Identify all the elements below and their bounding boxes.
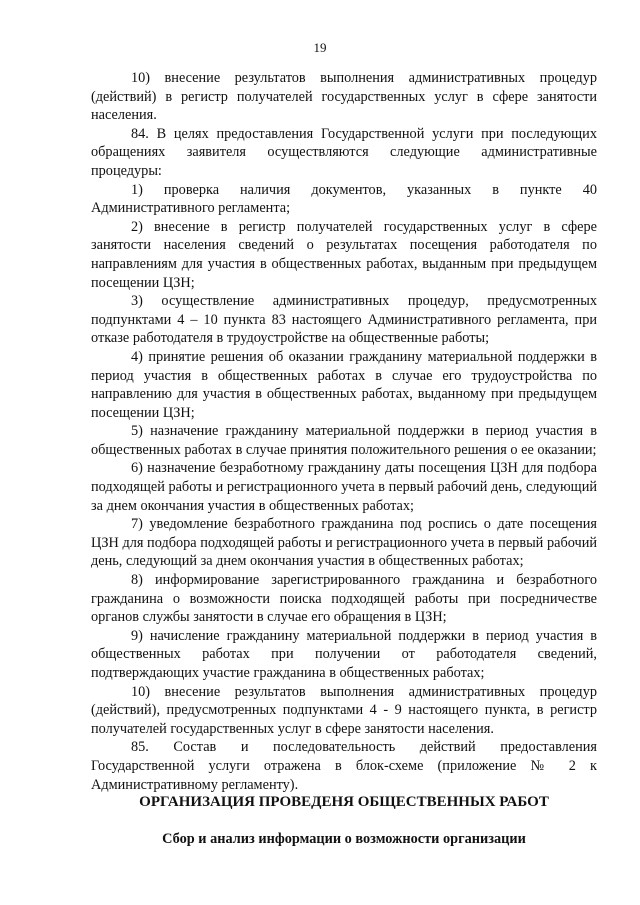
paragraph: 10) внесение результатов выполнения административных процедур (действий) в регистр получателей государственных услуг в сфере занятости населения. bbox=[91, 70, 597, 124]
page-number: 19 bbox=[313, 40, 327, 55]
paragraph: 1) проверка наличия документов, указанных в пункте 40 Административного регламента; bbox=[91, 181, 597, 217]
paragraph: 2) внесение в регистр получателей государственных услуг в сфере занятости населения сведений о результатах посещения работодателя по направлениям для участия в общественных работах, выданным при предыдущем посещении ЦЗН; bbox=[91, 218, 597, 291]
section-heading: ОРГАНИЗАЦИЯ ПРОВЕДЕНЯ ОБЩЕСТВЕННЫХ РАБОТ bbox=[139, 794, 549, 810]
body-text bbox=[91, 69, 597, 794]
paragraph: 7) уведомление безработного гражданина под роспись о дате посещения ЦЗН для подбора подходящей работы и регистрационного учета в первый рабочий день, следующий за днем окончания участия в общественных работах; bbox=[91, 516, 597, 570]
paragraph: 10) внесение результатов выполнения административных процедур (действий), предусмотренных подпунктами 4 - 9 настоящего пункта, в регистр получателей государственных услуг в сфере занятости населения. bbox=[91, 683, 597, 737]
paragraph: 5) назначение гражданину материальной поддержки в период участия в общественных работах в случае принятия положительного решения о ее оказании; bbox=[91, 423, 597, 458]
paragraph: 8) информирование зарегистрированного гражданина и безработного гражданина о возможности поиска подходящей работы при посредничестве органов службы занятости в случае его обращения в ЦЗН; bbox=[91, 572, 597, 626]
paragraph: 3) осуществление административных процедур, предусмотренных подпунктами 4 – 10 пункта 83 настоящего Административного регламента, при отказе работодателя в трудоустройстве на общественные работы; bbox=[91, 293, 597, 347]
paragraph: 4) принятие решения об оказании гражданину материальной поддержки в период участия в общественных работах в случае его трудоустройства по направлению для участия в общественных работах, выданному при предыдущем посещении ЦЗН; bbox=[91, 348, 597, 421]
paragraph: 84. В целях предоставления Государственной услуги при последующих обращениях заявителя осуществляются следующие административные процедуры: bbox=[91, 125, 597, 179]
paragraph: 6) назначение безработному гражданину даты посещения ЦЗН для подбора подходящей работы и регистрационного учета в первый рабочий день, следующий за днем окончания участия в общественных работах; bbox=[91, 460, 597, 514]
subsection-heading: Сбор и анализ информации о возможности организации bbox=[162, 831, 526, 847]
paragraph: 9) начисление гражданину материальной поддержки в период участия в общественных работах при получении от работодателя сведений, подтверждающих участие гражданина в общественных работах; bbox=[91, 627, 597, 681]
paragraph: 85. Состав и последовательность действий предоставления Государственной услуги отражена в блок-схеме (приложение № 2 к Административному регламенту). bbox=[91, 739, 597, 793]
